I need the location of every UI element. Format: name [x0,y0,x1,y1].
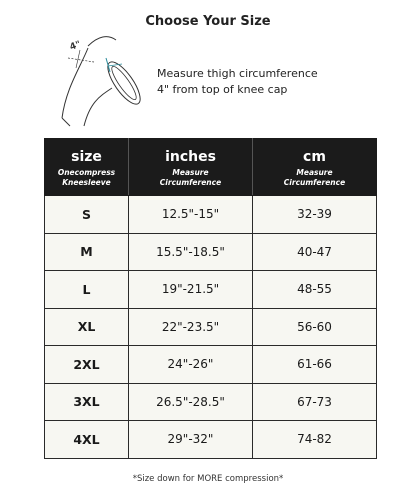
table-row [45,196,377,234]
cm-cell: 74-82 [253,421,377,459]
instruction-line-1: Measure thigh circumference [157,67,318,80]
header-size-label: size [71,149,102,165]
header-cm-sub2: Circumference [283,178,346,187]
size-cell: 2XL [45,346,129,384]
cm-cell: 56-60 [253,308,377,346]
inches-cell: 12.5"-15" [129,196,253,234]
size-cell: S [45,196,129,234]
size-cell: 4XL [45,421,129,459]
table-row [45,233,377,271]
size-cell: M [45,233,129,271]
header-size-sub1: Onecompress [57,168,116,177]
cm-cell: 61-66 [253,346,377,384]
header-cm-label: cm [303,149,326,165]
cm-cell: 32-39 [253,196,377,234]
table-row [45,421,377,459]
measure-instructions [157,66,318,98]
inches-cell: 22"-23.5" [129,308,253,346]
instruction-line-2: 4" from top of knee cap [157,83,288,96]
size-cell: 3XL [45,383,129,421]
table-row [45,346,377,384]
inches-cell: 29"-32" [129,421,253,459]
header-size-sub2: Kneesleeve [62,178,111,187]
table-row [45,308,377,346]
size-table [44,138,377,459]
inches-cell: 26.5"-28.5" [129,383,253,421]
table-row [45,271,377,309]
header-size [45,139,129,196]
header-inches-sub1: Measure [172,168,209,177]
measure-label: 4" [68,39,83,53]
footnote: *Size down for MORE compression* [132,474,284,484]
inches-cell: 15.5"-18.5" [129,233,253,271]
cm-cell: 67-73 [253,383,377,421]
inches-cell: 24"-26" [129,346,253,384]
header-inches-sub2: Circumference [159,178,222,187]
size-cell: L [45,271,129,309]
table-header-row [45,139,377,196]
header-inches [129,139,253,196]
header-cm-sub1: Measure [296,168,333,177]
knee-measure-icon [50,28,150,128]
header-cm [253,139,377,196]
inches-cell: 19"-21.5" [129,271,253,309]
size-cell: XL [45,308,129,346]
cm-cell: 40-47 [253,233,377,271]
cm-cell: 48-55 [253,271,377,309]
header-inches-label: inches [165,149,216,165]
page-title: Choose Your Size [145,14,271,29]
table-row [45,383,377,421]
